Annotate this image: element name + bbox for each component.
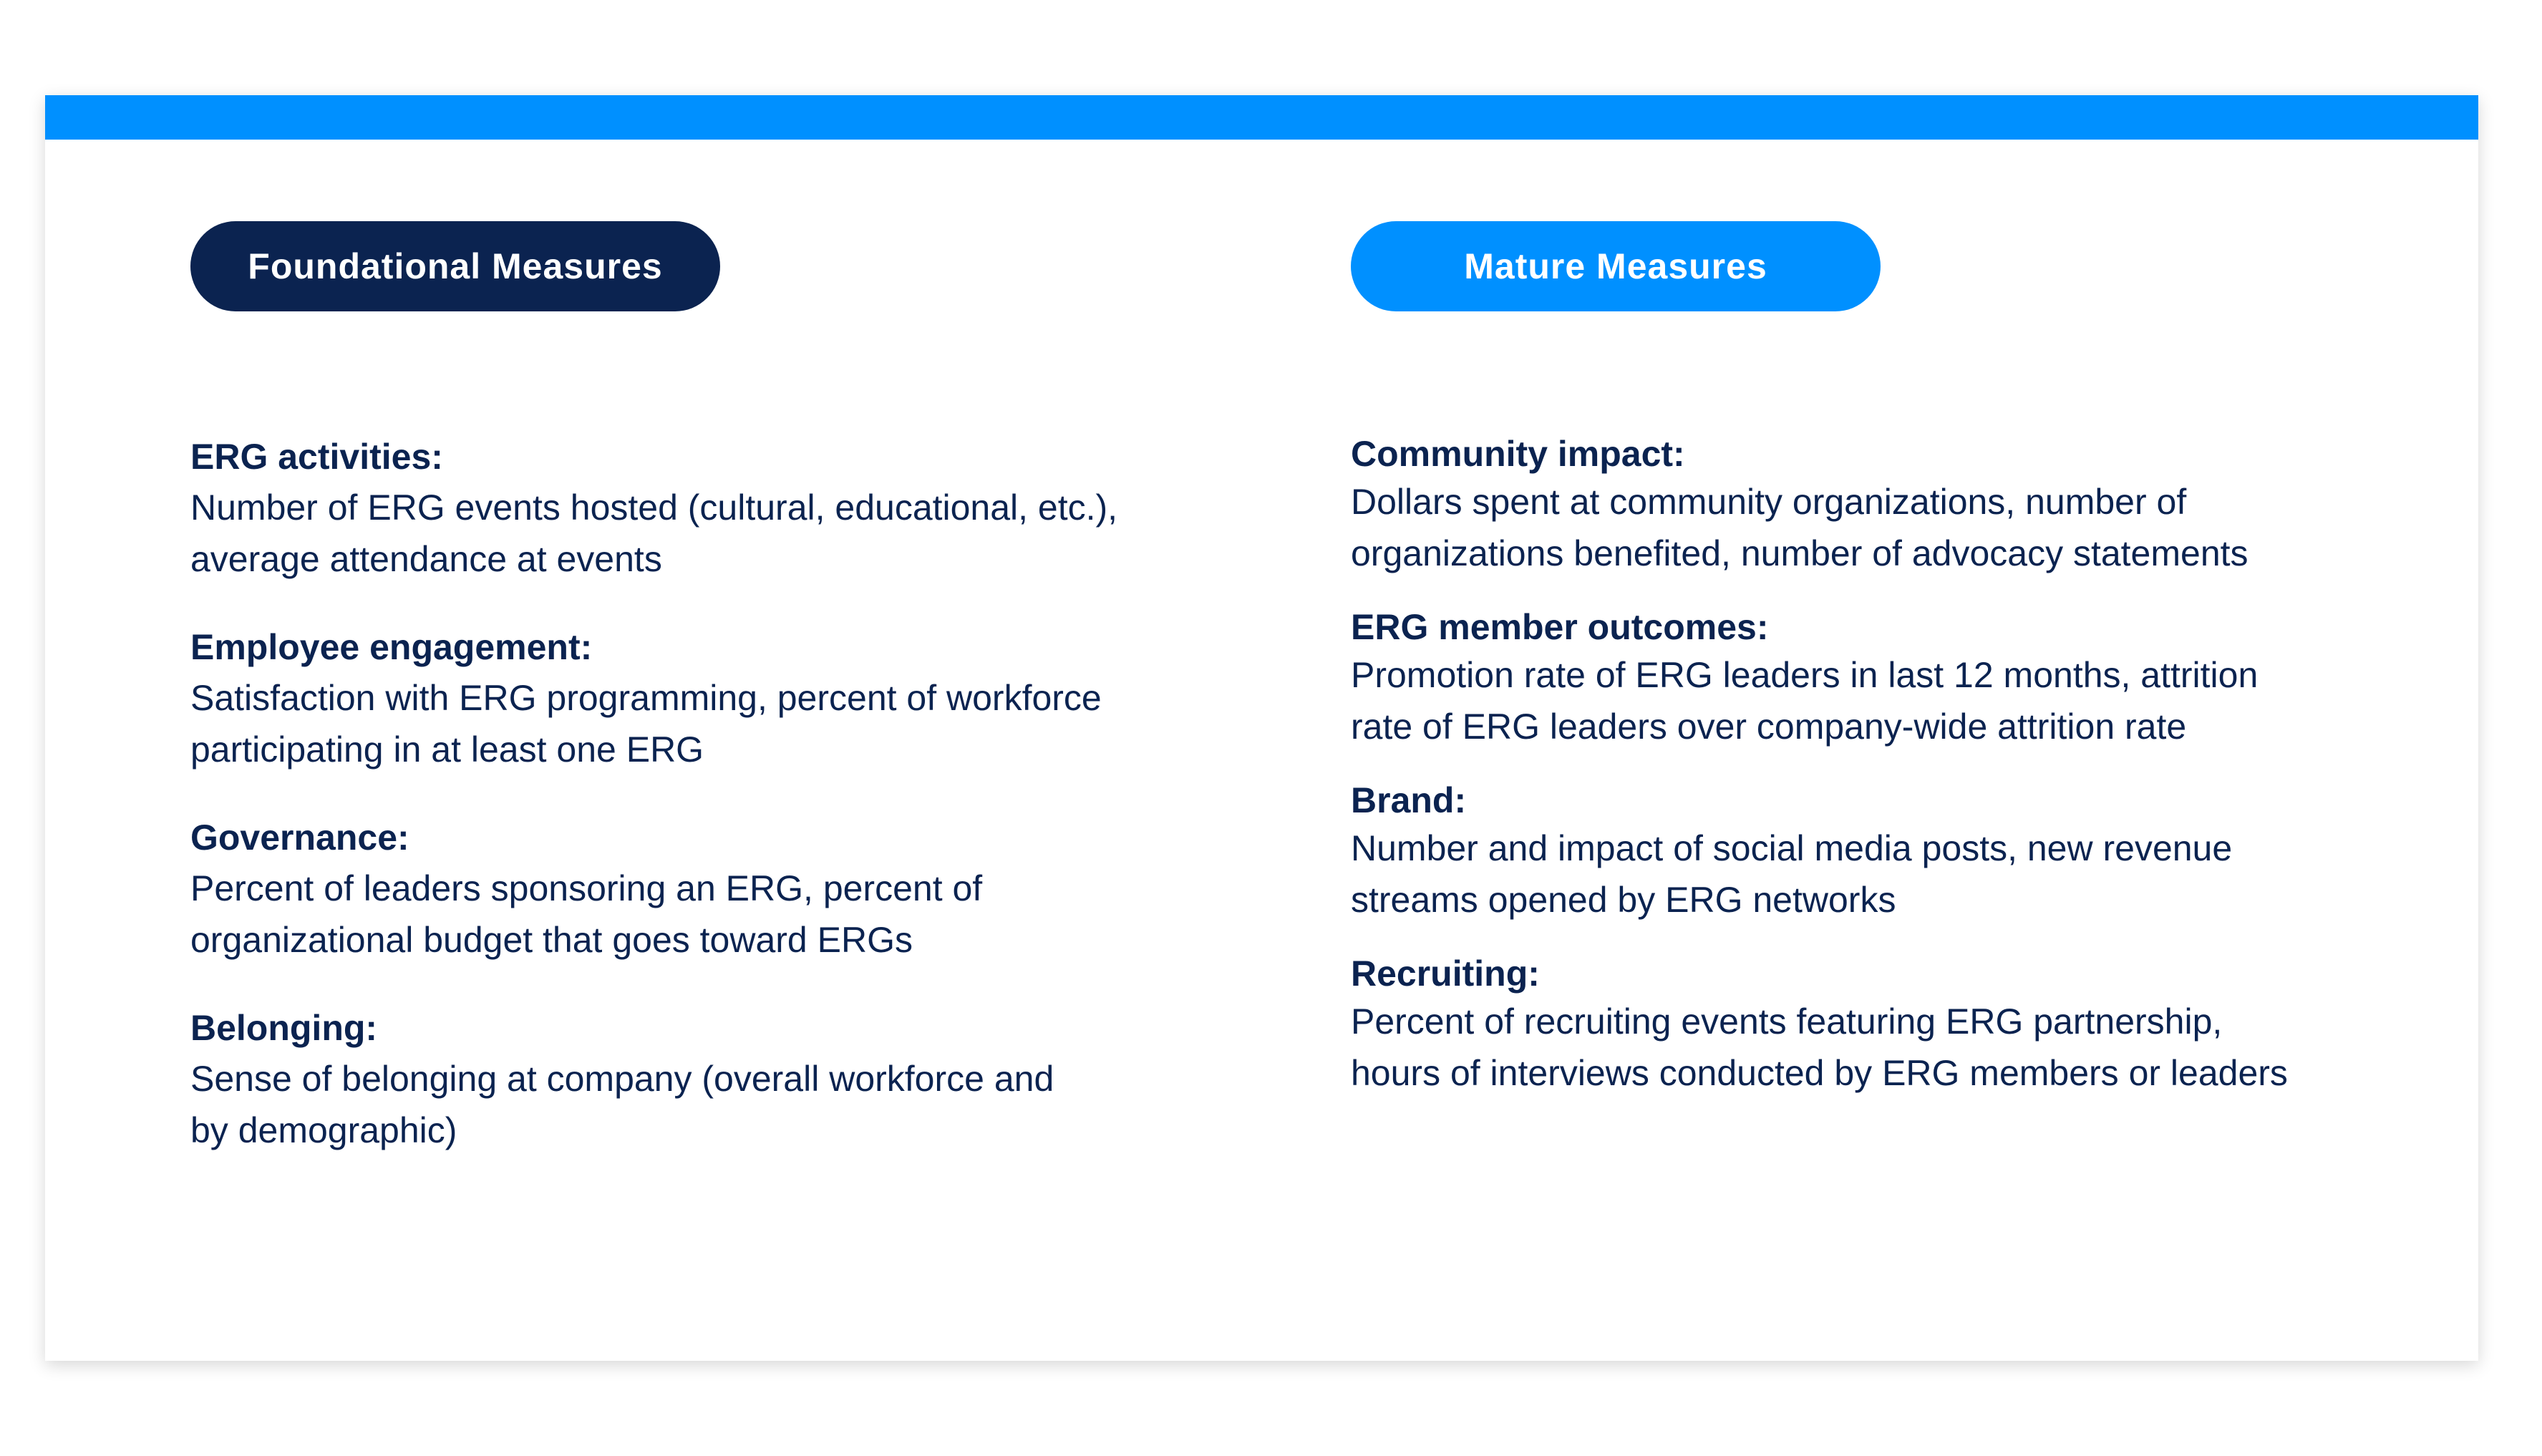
item-description: Percent of leaders sponsoring an ERG, percent of organizational budget that goes toward ERGs <box>190 868 983 960</box>
item-description: Sense of belonging at company (overall workforce and by demographic) <box>190 1059 1054 1150</box>
mature-column <box>1351 221 2446 1125</box>
item-title: Brand: <box>1351 780 1467 820</box>
mature-list <box>1351 432 2446 1099</box>
foundational-measures-badge: Foundational Measures <box>190 221 720 311</box>
item-description: Number of ERG events hosted (cultural, educational, etc.), average attendance at events <box>190 487 1118 579</box>
item-description: Percent of recruiting events featuring ERG partnership, hours of interviews conducted by ERG members or leaders <box>1351 1001 2288 1093</box>
list-item <box>1351 605 2446 752</box>
foundational-list <box>190 432 1264 1156</box>
list-item <box>1351 778 2446 926</box>
item-title: Recruiting: <box>1351 953 1540 994</box>
item-description: Number and impact of social media posts, new revenue streams opened by ERG networks <box>1351 828 2233 920</box>
item-title: Community impact: <box>1351 434 1685 474</box>
list-item <box>190 622 1264 775</box>
item-title: Belonging: <box>190 1008 378 1048</box>
list-item <box>190 812 1264 966</box>
list-item <box>1351 951 2446 1099</box>
list-item <box>190 432 1264 585</box>
item-description: Promotion rate of ERG leaders in last 12 months, attrition rate of ERG leaders over company-wide attrition rate <box>1351 655 2259 747</box>
item-description: Satisfaction with ERG programming, percent of workforce participating in at least one ERG <box>190 678 1102 770</box>
item-title: ERG activities: <box>190 437 443 477</box>
item-title: Governance: <box>190 817 409 858</box>
top-accent-bar <box>45 95 2478 140</box>
measures-card <box>45 95 2478 1361</box>
item-title: ERG member outcomes: <box>1351 607 1769 647</box>
mature-measures-badge: Mature Measures <box>1351 221 1881 311</box>
item-title: Employee engagement: <box>190 627 593 667</box>
item-description: Dollars spent at community organizations, number of organizations benefited, number of advocacy statements <box>1351 482 2248 573</box>
list-item <box>190 1003 1264 1156</box>
list-item <box>1351 432 2446 579</box>
foundational-column <box>190 221 1264 1193</box>
